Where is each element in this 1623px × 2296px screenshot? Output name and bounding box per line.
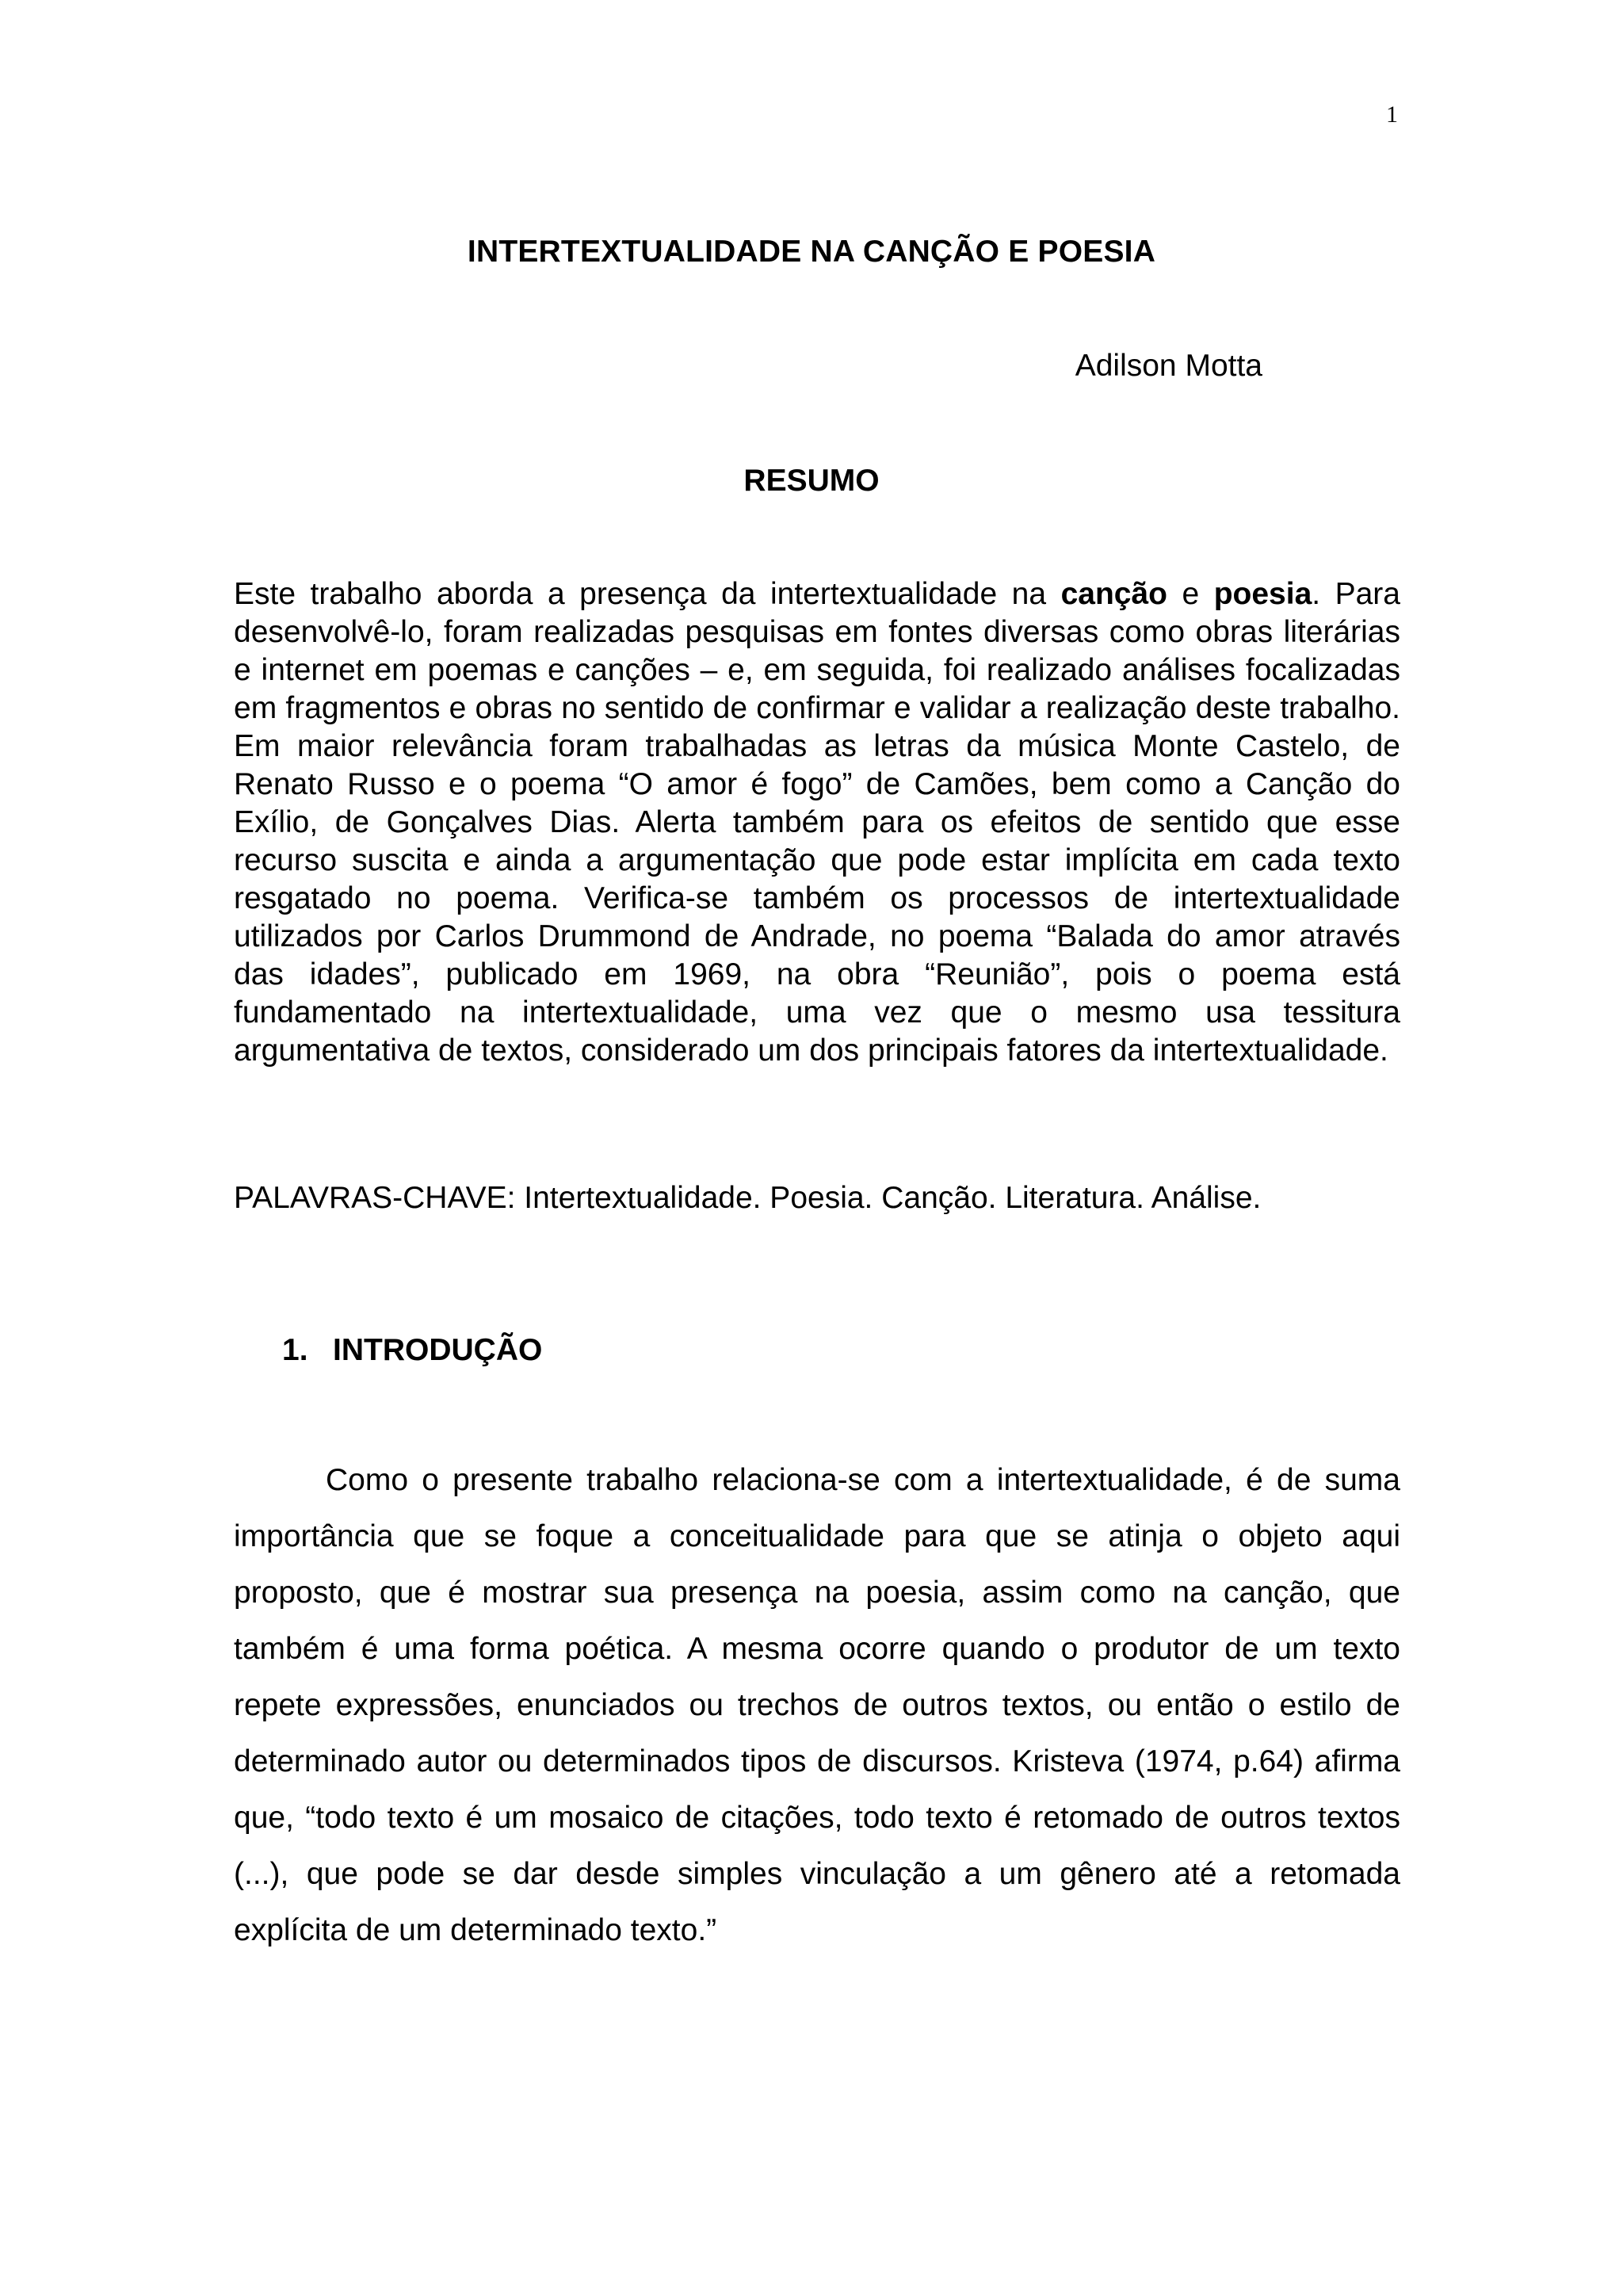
section-heading-introduction <box>282 1333 542 1368</box>
abstract-text-part: Este trabalho aborda a presença da intertextualidade na <box>234 577 1061 611</box>
abstract-bold-term: canção <box>1060 577 1167 611</box>
abstract-text <box>234 575 1400 1070</box>
document-title: INTERTEXTUALIDADE NA CANÇÃO E POESIA <box>467 235 1156 269</box>
keywords: PALAVRAS-CHAVE: Intertextualidade. Poesia. Canção. Literatura. Análise. <box>234 1181 1262 1215</box>
abstract-heading: RESUMO <box>743 464 880 498</box>
page-number: 1 <box>1386 101 1398 128</box>
section-title: INTRODUÇÃO <box>333 1333 543 1367</box>
introduction-paragraph: Como o presente trabalho relaciona-se com a intertextualidade, é de suma importância que se foque a conceitualidade para que se atinja o objeto aqui proposto, que é mostrar sua presença na poesia, assim como na canção, que também é uma forma poética. A mesma ocorre quando o produtor de um texto repete expressões, enunciados ou trechos de outros textos, ou então o estilo de determinado autor ou determinados tipos de discursos. Kristeva (1974, p.64) afirma que, “todo texto é um mosaico de citações, todo texto é retomado de outros textos (...), que pode se dar desde simples vinculação a um gênero até a retomada explícita de um determinado texto.” <box>234 1463 1400 1947</box>
abstract-text-part: e <box>1167 577 1214 611</box>
abstract-bold-term: poesia <box>1213 577 1312 611</box>
abstract-text-part: . Para desenvolvê-lo, foram realizadas pesquisas em fontes diversas como obras literárias e internet em poemas e canções – e, em seguida, foi realizado análises focalizadas em fragmentos e obras no sentido de confirmar e validar a realização deste trabalho. Em maior relevância foram trabalhadas as letras da música Monte Castelo, de Renato Russo e o poema “O amor é fogo” de Camões, bem como a Canção do Exílio, de Gonçalves Dias. Alerta também para os efeitos de sentido que esse recurso suscita e ainda a argumentação que pode estar implícita em cada texto resgatado no poema. Verifica-se também os processos de intertextualidade utilizados por Carlos Drummond de Andrade, no poema “Balada do amor através das idades”, publicado em 1969, na obra “Reunião”, pois o poema está fundamentado na intertextualidade, uma vez que o mesmo usa tessitura argumentativa de textos, considerado um dos principais fatores da intertextualidade. <box>234 577 1400 1068</box>
section-number: 1. <box>282 1333 308 1367</box>
author-name: Adilson Motta <box>1075 349 1262 383</box>
